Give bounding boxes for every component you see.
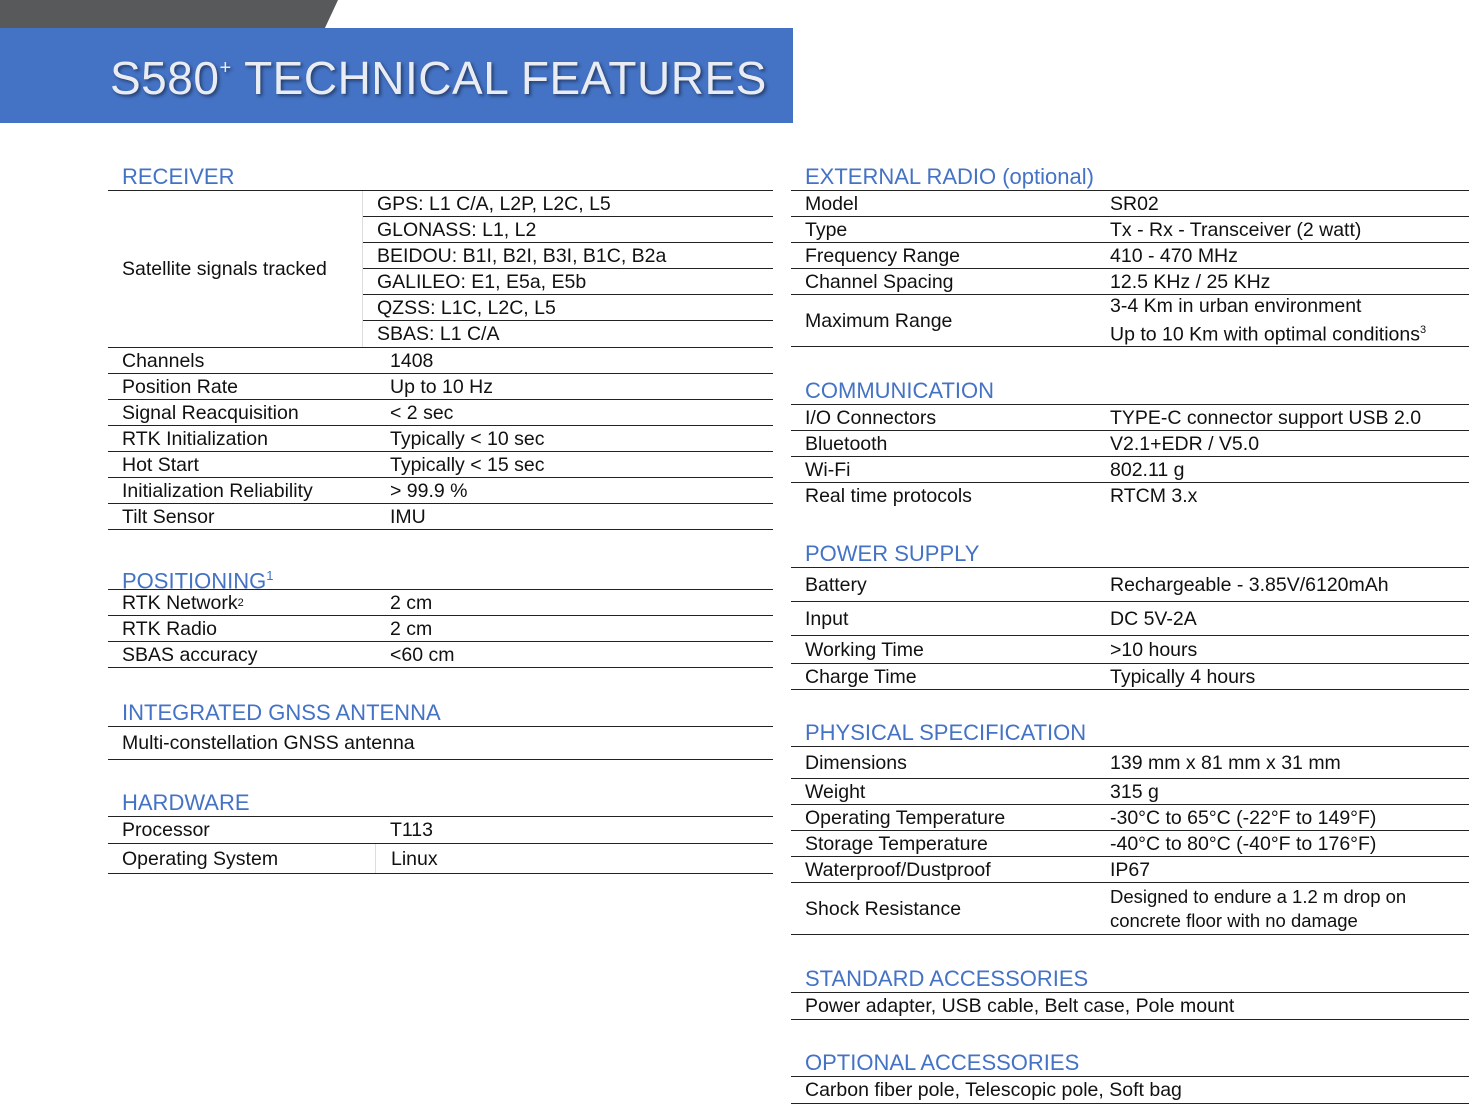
table-row: [108, 844, 773, 874]
spec-value: 410 - 470 MHz: [1110, 244, 1238, 267]
spec-label: Input: [805, 607, 849, 630]
table-row: [791, 993, 1469, 1020]
table-row: [108, 478, 773, 504]
header-tab-decoration: [0, 0, 338, 30]
spec-value: Designed to endure a 1.2 m drop on concrete floor with no damage: [1110, 885, 1407, 931]
table-row: [791, 664, 1469, 690]
spec-label: Shock Resistance: [805, 897, 962, 920]
table-row: [108, 590, 773, 616]
spec-label: Processor: [122, 819, 210, 841]
spec-label: Bluetooth: [805, 432, 888, 455]
section-title: POSITIONING$^1$: [108, 563, 773, 590]
table-row: [108, 727, 773, 760]
table-row: [791, 779, 1469, 805]
spec-value: 12.5 KHz / 25 KHz: [1110, 270, 1271, 293]
list-item: BEIDOU: B1I, B2I, B3I, B1C, B2a: [363, 243, 773, 269]
spec-label: Type: [805, 218, 848, 241]
section-title: STANDARD ACCESSORIES: [791, 966, 1469, 993]
spec-label: Initialization Reliability: [122, 479, 313, 502]
table-row: [791, 191, 1469, 217]
table-row: [791, 483, 1469, 509]
spec-label: RTK Network 2: [122, 591, 244, 614]
spec-value: 2 cm: [390, 617, 433, 640]
spec-label: Wi-Fi: [805, 458, 851, 481]
spec-value: Tx - Rx - Transceiver (2 watt): [1110, 218, 1362, 241]
table-row: [791, 636, 1469, 664]
table-row: [791, 431, 1469, 457]
table-row: [791, 243, 1469, 269]
table-row: [791, 269, 1469, 295]
spec-label: Battery: [805, 573, 867, 596]
section-title: INTEGRATED GNSS ANTENNA: [108, 700, 773, 727]
table-row: [108, 374, 773, 400]
spec-text: Power adapter, USB cable, Belt case, Pole mount: [805, 995, 1235, 1017]
positioning-section: [108, 563, 773, 668]
spec-value: Typically < 10 sec: [390, 427, 545, 450]
spec-label: Frequency Range: [805, 244, 961, 267]
table-row: [791, 568, 1469, 602]
spec-value: Up to 10 Hz: [390, 375, 493, 398]
table-row: [791, 883, 1469, 935]
table-row: [108, 817, 773, 844]
spec-text: Carbon fiber pole, Telescopic pole, Soft bag: [805, 1079, 1182, 1101]
spec-label: Channel Spacing: [805, 270, 954, 293]
spec-value: T113: [390, 819, 433, 841]
spec-value: DC 5V-2A: [1110, 607, 1197, 630]
hardware-section: [108, 790, 773, 874]
spec-label: Hot Start: [122, 453, 199, 476]
antenna-section: [108, 700, 773, 760]
spec-value: Typically < 15 sec: [390, 453, 545, 476]
spec-value: 1408: [390, 349, 434, 372]
spec-label: Real time protocols: [805, 485, 972, 507]
section-title: RECEIVER: [108, 164, 773, 191]
spec-label: Operating Temperature: [805, 806, 1006, 829]
section-title: OPTIONAL ACCESSORIES: [791, 1050, 1469, 1077]
spec-label: Tilt Sensor: [122, 505, 215, 528]
section-title: COMMUNICATION: [791, 378, 1469, 405]
spec-value: V2.1+EDR / V5.0: [1110, 432, 1260, 455]
spec-value: <60 cm: [390, 643, 455, 666]
spec-label: Maximum Range: [805, 309, 953, 332]
spec-value: TYPE-C connector support USB 2.0: [1110, 406, 1422, 429]
spec-label: Working Time: [805, 638, 924, 661]
spec-label: Dimensions: [805, 751, 907, 774]
spec-label: Signal Reacquisition: [122, 401, 299, 424]
spec-value: > 99.9 %: [390, 479, 468, 502]
spec-value: IP67: [1110, 858, 1151, 881]
spec-value: 3-4 Km in urban environment Up to 10 Km with optimal conditions$^3$: [1110, 295, 1427, 346]
spec-label: Model: [805, 192, 859, 215]
physical-specification-section: [791, 720, 1469, 935]
spec-label: Operating System: [108, 844, 376, 873]
spec-label: Charge Time: [805, 665, 917, 688]
spec-label: RTK Radio: [122, 617, 218, 640]
table-row: [791, 405, 1469, 431]
table-row: [108, 426, 773, 452]
spec-label: Channels: [122, 349, 205, 372]
table-row: [108, 642, 773, 668]
list-item: GLONASS: L1, L2: [363, 217, 773, 243]
receiver-section: [108, 164, 773, 530]
list-item: GPS: L1 C/A, L2P, L2C, L5: [363, 191, 773, 217]
table-row: [108, 452, 773, 478]
table-row: [108, 400, 773, 426]
spec-text: Multi-constellation GNSS antenna: [122, 732, 415, 754]
spec-value: < 2 sec: [390, 401, 454, 424]
external-radio-section: [791, 164, 1469, 347]
spec-value: 2 cm: [390, 591, 433, 614]
spec-label: Storage Temperature: [805, 832, 988, 855]
table-row: [791, 1077, 1469, 1104]
table-row: [108, 504, 773, 530]
spec-value: Rechargeable - 3.85V/6120mAh: [1110, 573, 1389, 596]
list-item: GALILEO: E1, E5a, E5b: [363, 269, 773, 295]
section-title: POWER SUPPLY: [791, 541, 1469, 568]
signal-list: [362, 191, 773, 347]
spec-value: -30°C to 65°C (-22°F to 149°F): [1110, 806, 1377, 829]
table-row: [791, 831, 1469, 857]
spec-value: Linux: [391, 847, 438, 870]
table-row: [791, 857, 1469, 883]
spec-value: -40°C to 80°C (-40°F to 176°F): [1110, 832, 1377, 855]
spec-label: RTK Initialization: [122, 427, 268, 450]
table-row: [791, 295, 1469, 347]
spec-value: SR02: [1110, 192, 1159, 215]
spec-label: Position Rate: [122, 375, 238, 398]
spec-value: IMU: [390, 505, 426, 528]
spec-label: Satellite signals tracked: [122, 257, 327, 280]
spec-value: >10 hours: [1110, 638, 1198, 661]
list-item: SBAS: L1 C/A: [377, 323, 500, 345]
spec-label: Weight: [805, 780, 866, 803]
satellite-signals-block: [108, 191, 773, 348]
spec-label: SBAS accuracy: [122, 643, 258, 666]
spec-value: 802.11 g: [1110, 458, 1185, 481]
spec-value: 315 g: [1110, 780, 1159, 803]
spec-value: 139 mm x 81 mm x 31 mm: [1110, 751, 1341, 774]
optional-accessories-section: [791, 1050, 1469, 1104]
communication-section: [791, 378, 1469, 509]
table-row: [791, 457, 1469, 483]
section-title: EXTERNAL RADIO (optional): [791, 164, 1469, 191]
section-title: PHYSICAL SPECIFICATION: [791, 720, 1469, 747]
table-row: [791, 602, 1469, 636]
table-row: [791, 217, 1469, 243]
table-row: [791, 747, 1469, 779]
power-supply-section: [791, 541, 1469, 690]
standard-accessories-section: [791, 966, 1469, 1020]
spec-value: RTCM 3.x: [1110, 485, 1198, 507]
table-row: [108, 348, 773, 374]
table-row: [791, 805, 1469, 831]
table-row: [108, 616, 773, 642]
list-item: QZSS: L1C, L2C, L5: [363, 295, 773, 321]
page-title: S580+ TECHNICAL FEATURES: [110, 52, 767, 104]
section-title: HARDWARE: [108, 790, 773, 817]
spec-label: I/O Connectors: [805, 406, 937, 429]
spec-value: Typically 4 hours: [1110, 665, 1256, 688]
spec-label: Waterproof/Dustproof: [805, 858, 991, 881]
